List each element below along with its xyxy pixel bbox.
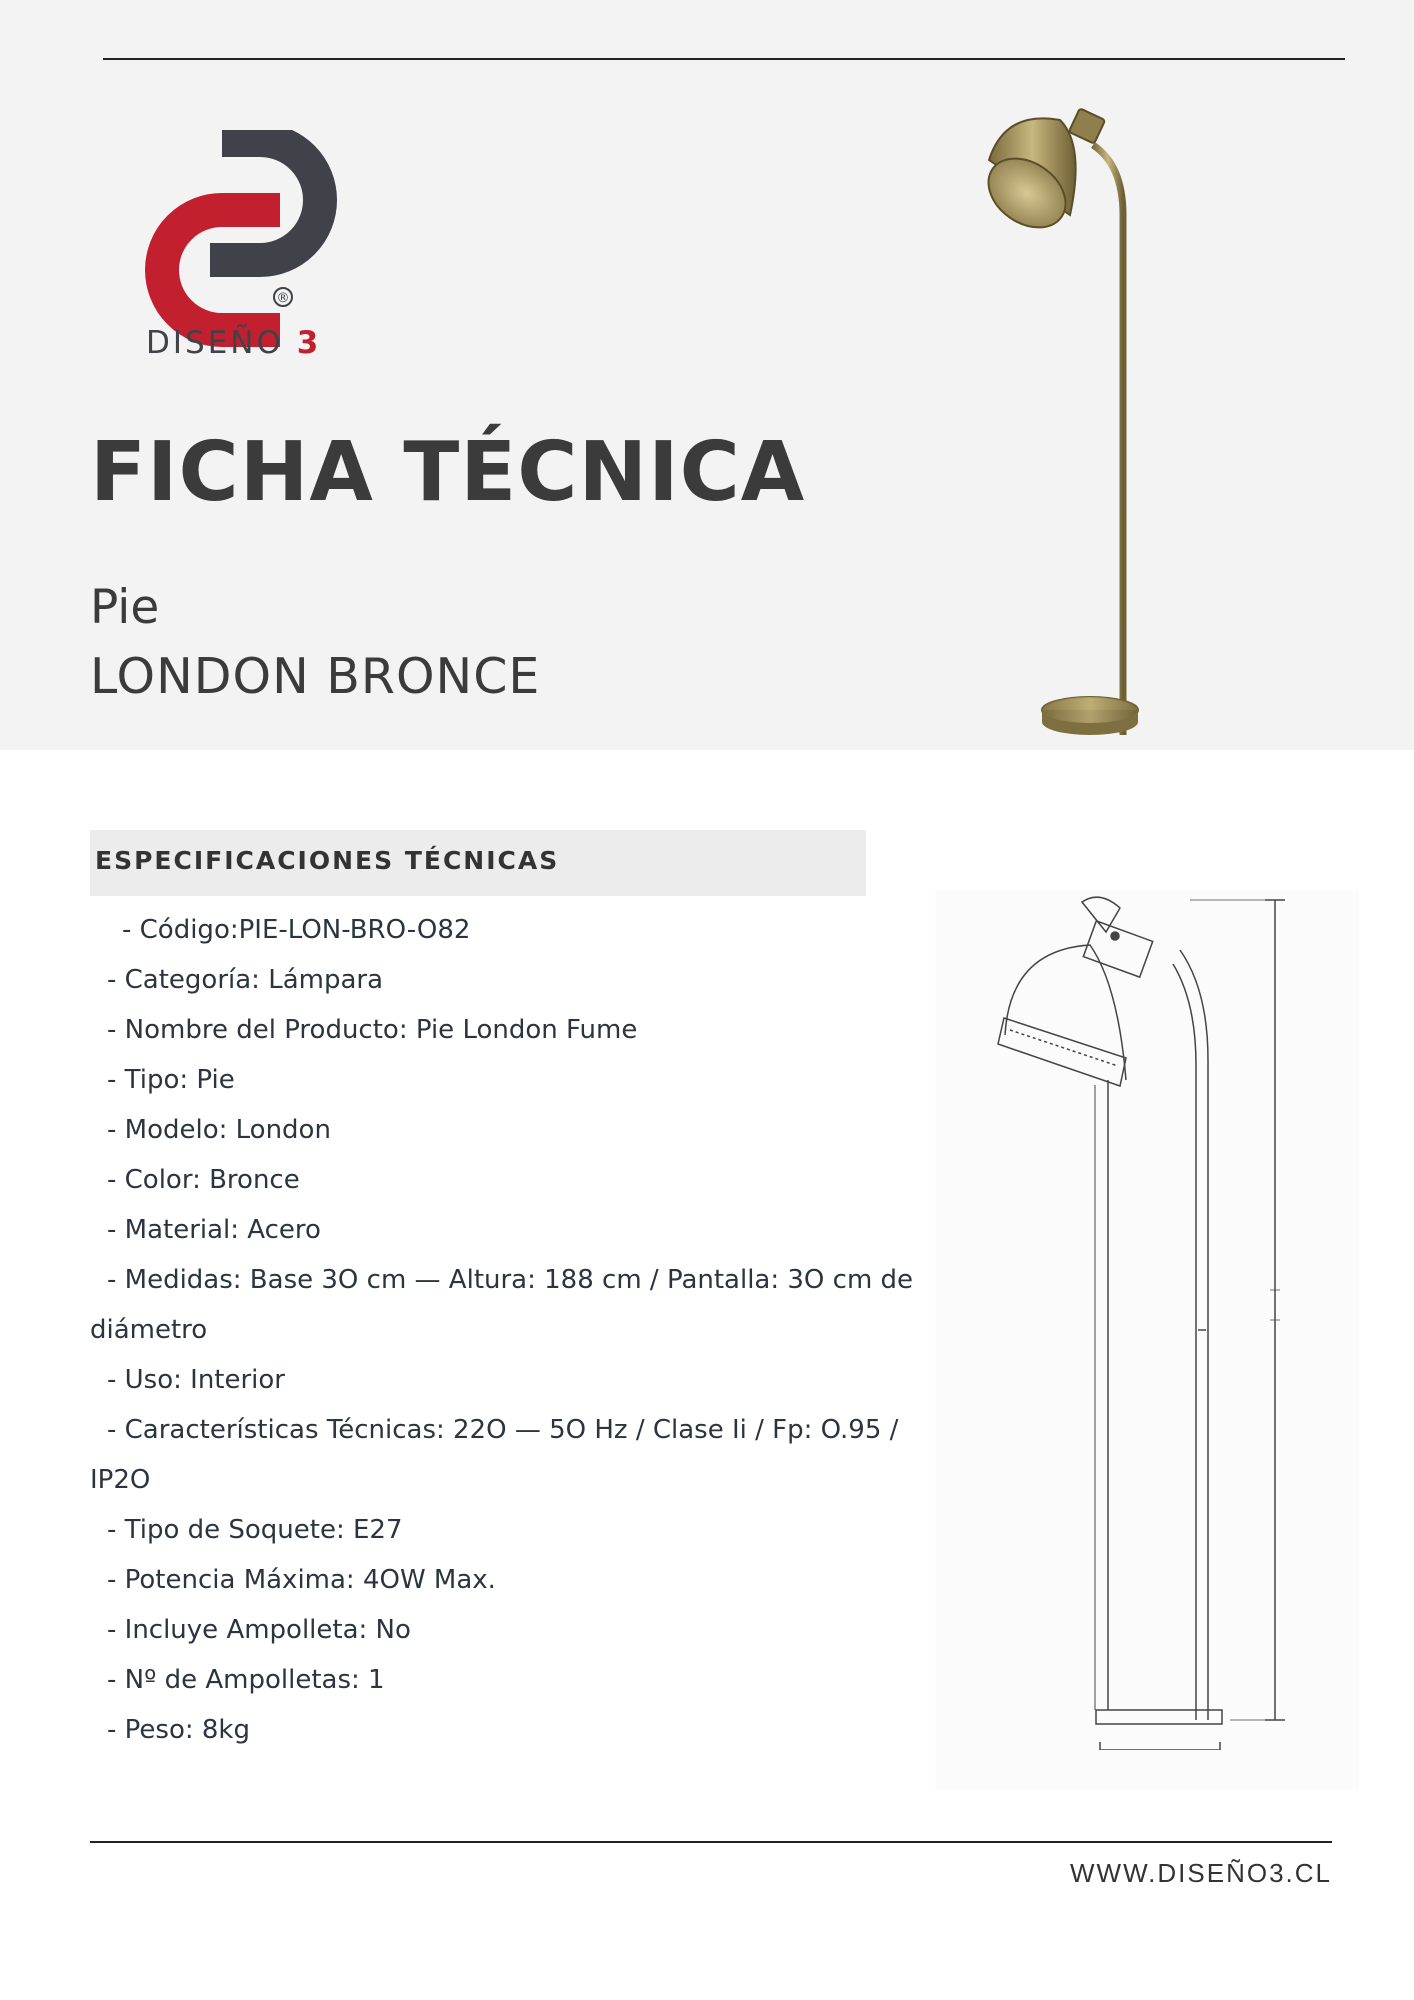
top-divider (103, 58, 1345, 60)
brand-name-prefix: DISEÑO (146, 325, 284, 361)
spec-technical-cont: IP2O (90, 1465, 151, 1495)
spec-category: - Categoría: Lámpara (107, 965, 384, 995)
lamp-product-photo (975, 105, 1150, 737)
spec-product-name: - Nombre del Producto: Pie London Fume (107, 1015, 638, 1045)
header-band (0, 0, 1414, 750)
brand-name-number: 3 (296, 325, 322, 361)
spec-material: - Material: Acero (107, 1215, 321, 1245)
spec-max-power: - Potencia Máxima: 4OW Max. (107, 1565, 496, 1595)
spec-bulb-included: - Incluye Ampolleta: No (107, 1615, 411, 1645)
brand-name (146, 325, 321, 361)
spec-weight: - Peso: 8kg (107, 1715, 250, 1745)
spec-model: - Modelo: London (107, 1115, 331, 1145)
registered-mark: ® (276, 291, 290, 306)
page-title: FICHA TÉCNICA (90, 425, 806, 520)
spec-dimensions: - Medidas: Base 3O cm — Altura: 188 cm / Pantalla: 3O cm de (107, 1265, 914, 1295)
product-category: Pie (90, 580, 160, 635)
spec-color: - Color: Bronce (107, 1165, 300, 1195)
spec-socket: - Tipo de Soquete: E27 (107, 1515, 403, 1545)
product-name: LONDON BRONCE (90, 648, 541, 705)
lamp-technical-drawing (990, 890, 1290, 1750)
specs-heading: ESPECIFICACIONES TÉCNICAS (95, 846, 560, 875)
spec-usage: - Uso: Interior (107, 1365, 286, 1395)
spec-technical: - Características Técnicas: 22O — 5O Hz / Clase Ii / Fp: O.95 / (107, 1415, 899, 1445)
spec-type: - Tipo: Pie (107, 1065, 235, 1095)
spec-dimensions-cont: diámetro (90, 1315, 208, 1345)
spec-list (90, 905, 940, 1755)
spec-code: - Código:PIE-LON-BRO-O82 (122, 915, 471, 945)
bottom-divider (90, 1841, 1332, 1843)
website-link[interactable]: WWW.DISEÑO3.CL (1069, 1858, 1332, 1888)
spec-bulb-count: - Nº de Ampolletas: 1 (107, 1665, 385, 1695)
